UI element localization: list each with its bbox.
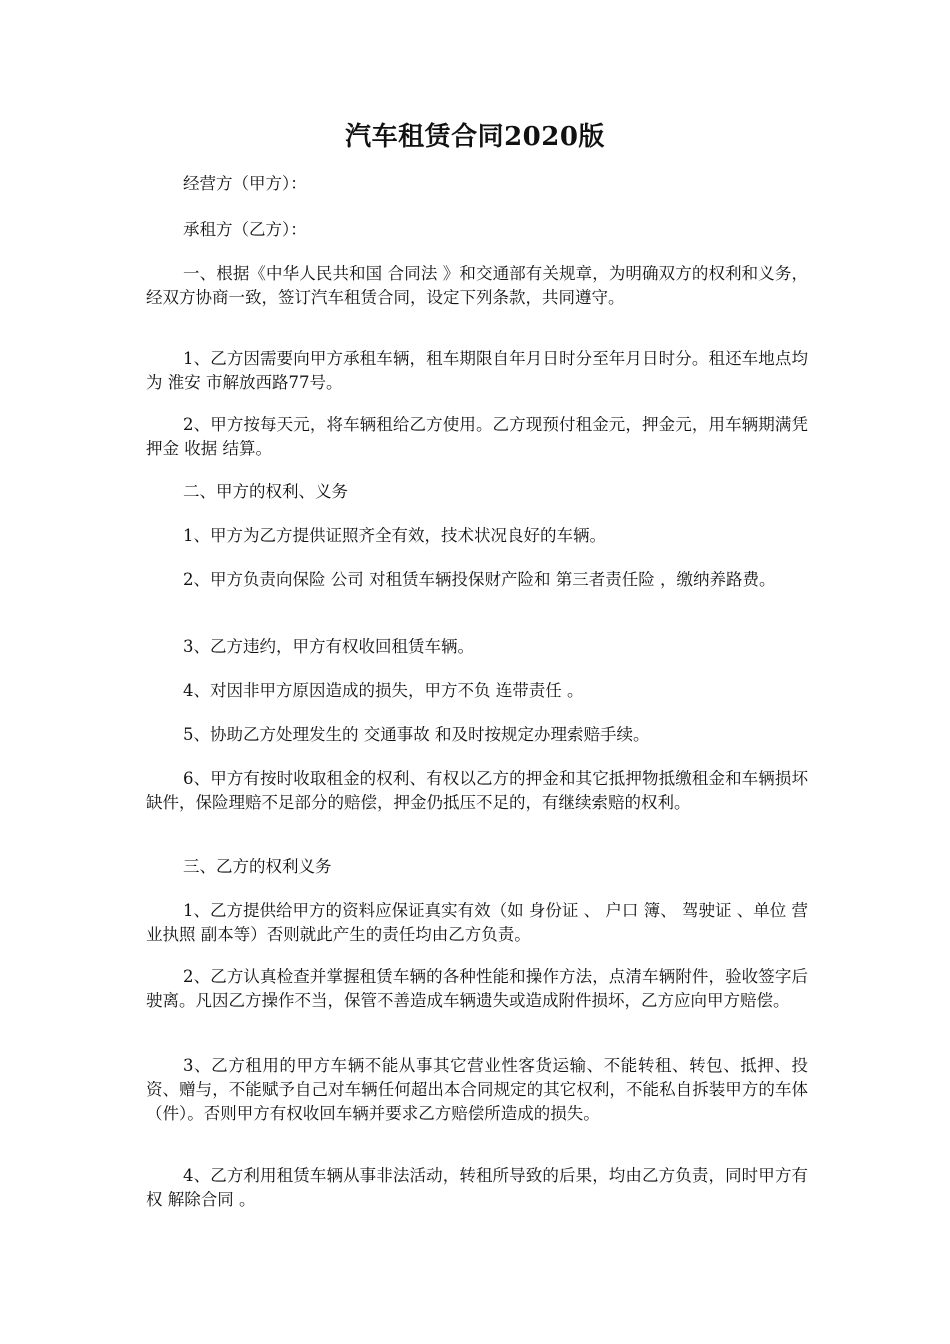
section-heading-party-a: 二、甲方的权利、义务 xyxy=(183,482,348,501)
clause-3-2: 2、乙方认真检查并掌握租赁车辆的各种性能和操作方法，点清车辆附件，验收签字后驶离。凡因乙方操作不当，保管不善造成车辆遗失或造成附件损坏，乙方应向甲方赔偿。 xyxy=(146,967,808,1010)
document-title: 汽车租赁合同2020版 xyxy=(345,122,605,152)
clause-2-3: 3、乙方违约，甲方有权收回租赁车辆。 xyxy=(183,637,474,656)
clause-3-3: 3、乙方租用的甲方车辆不能从事其它营业性客货运输、不能转租、转包、抵押、投资、赠与，不能赋予自己对车辆任何超出本合同规定的其它权利，不能私自拆装甲方的车体（件）。否则甲方有权收回车辆并要求乙方赔偿所造成的损失。 xyxy=(146,1056,808,1123)
clause-3-1: 1、乙方提供给甲方的资料应保证真实有效（如 身份证 、 户口 簿、 驾驶证 、单位 营业执照 副本等）否则就此产生的责任均由乙方负责。 xyxy=(146,901,808,944)
clause-1-2: 2、甲方按每天元，将车辆租给乙方使用。乙方现预付租金元，押金元，用车辆期满凭押金 收据 结算。 xyxy=(146,415,808,458)
party-b-line: 承租方（乙方）： xyxy=(183,220,307,239)
clause-1-1: 1、乙方因需要向甲方承租车辆，租车期限自年月日时分至年月日时分。租还车地点均为 淮安 市解放西路77号。 xyxy=(146,349,808,392)
clause-2-2: 2、甲方负责向保险 公司 对租赁车辆投保财产险和 第三者责任险 ，缴纳养路费。 xyxy=(183,570,776,589)
party-a-line: 经营方（甲方）： xyxy=(183,174,307,193)
clause-2-6: 6、甲方有按时收取租金的权利、有权以乙方的押金和其它抵押物抵缴租金和车辆损坏缺件，保险理赔不足部分的赔偿，押金仍抵压不足的，有继续索赔的权利。 xyxy=(146,769,808,812)
clause-2-1: 1、甲方为乙方提供证照齐全有效，技术状况良好的车辆。 xyxy=(183,526,606,545)
clause-intro: 一、根据《中华人民共和国 合同法 》和交通部有关规章，为明确双方的权利和义务，经双方协商一致，签订汽车租赁合同，设定下列条款，共同遵守。 xyxy=(146,264,808,307)
section-heading-party-b: 三、乙方的权利义务 xyxy=(183,857,332,876)
clause-3-4: 4、乙方利用租赁车辆从事非法活动，转租所导致的后果，均由乙方负责，同时甲方有权 解除合同 。 xyxy=(146,1166,808,1209)
clause-2-5: 5、协助乙方处理发生的 交通事故 和及时按规定办理索赔手续。 xyxy=(183,725,650,744)
clause-2-4: 4、对因非甲方原因造成的损失，甲方不负 连带责任 。 xyxy=(183,681,584,700)
